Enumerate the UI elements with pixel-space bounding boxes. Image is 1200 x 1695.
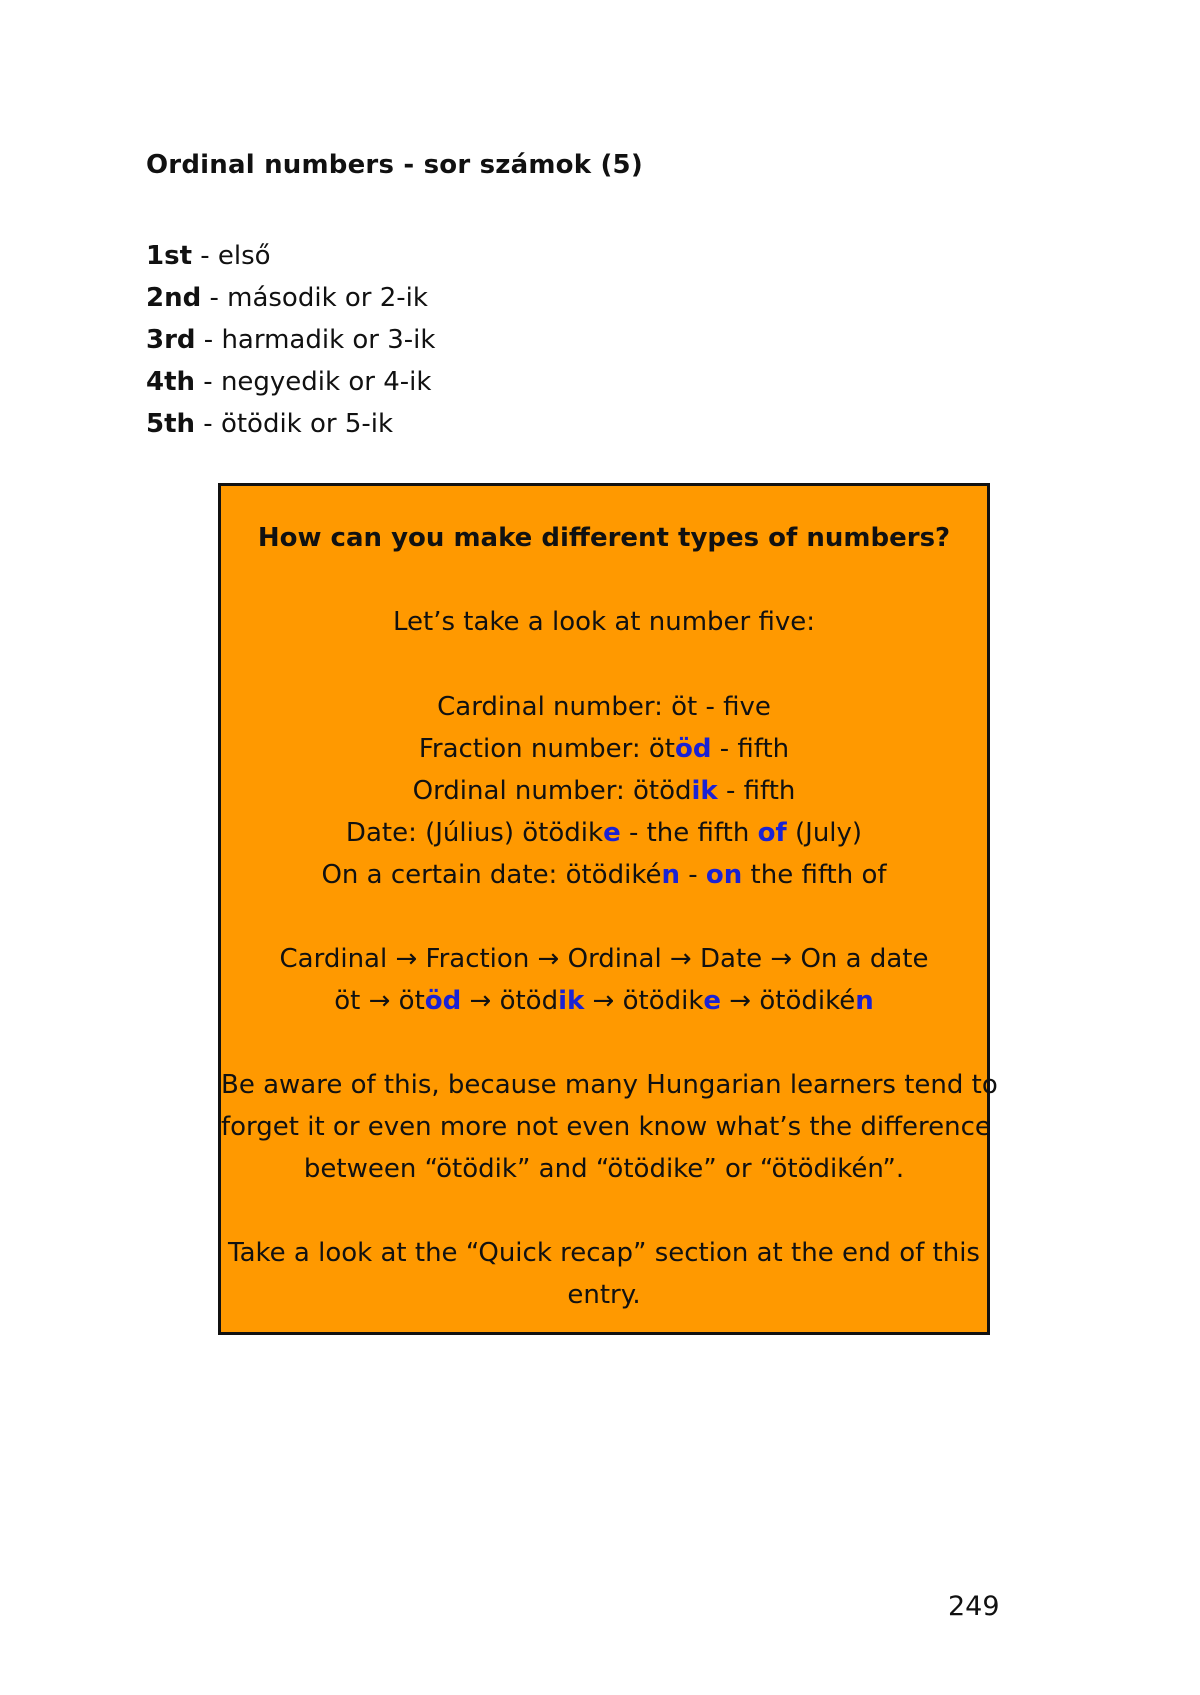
ordinal-list [146, 235, 435, 445]
ordinal-text: - harmadik or 3-ik [195, 325, 436, 355]
list-item [146, 235, 435, 277]
ordinal-text: - ötödik or 5-ik [195, 409, 394, 439]
ordinal-label: 5th [146, 409, 196, 439]
list-item [146, 403, 435, 445]
list-item [146, 319, 435, 361]
ordinal-label: 2nd [146, 283, 202, 313]
chain-forms-line: öt → ötöd → ötödik → ötödike → ötödikén [334, 986, 874, 1016]
chain-words-line: Cardinal → Fraction → Ordinal → Date → On a date [279, 944, 929, 974]
ordinal-text: - első [192, 241, 271, 271]
recap-line: Take a look at the “Quick recap” section at the end of this [228, 1238, 980, 1268]
ordinal-text: - második or 2-ik [201, 283, 428, 313]
warning-line: between “ötödik” and “ötödike” or “ötödikén”. [303, 1154, 905, 1184]
box-heading: How can you make different types of numbers? [257, 523, 951, 553]
ordinal-line: Ordinal number: ötödik - fifth [412, 776, 796, 806]
info-box [218, 483, 998, 1335]
on-date-line: On a certain date: ötödikén - on the fifth of [321, 860, 887, 890]
warning-line: Be aware of this, because many Hungarian learners tend to [221, 1070, 998, 1100]
recap-line: entry. [567, 1280, 641, 1310]
ordinal-label: 4th [146, 367, 196, 397]
ordinal-label: 1st [146, 241, 192, 271]
box-intro: Let’s take a look at number five: [392, 607, 816, 637]
date-line: Date: (Július) ötödike - the fifth of (July) [345, 818, 863, 848]
page-number: 249 [948, 1591, 1000, 1622]
warning-line: forget it or even more not even know what’s the difference [221, 1112, 991, 1142]
ordinal-label: 3rd [146, 325, 196, 355]
page-title: Ordinal numbers - sor számok (5) [146, 150, 643, 180]
list-item [146, 361, 435, 403]
list-item [146, 277, 435, 319]
fraction-line: Fraction number: ötöd - fifth [418, 734, 790, 764]
ordinal-text: - negyedik or 4-ik [195, 367, 432, 397]
cardinal-line: Cardinal number: öt - five [437, 692, 771, 722]
